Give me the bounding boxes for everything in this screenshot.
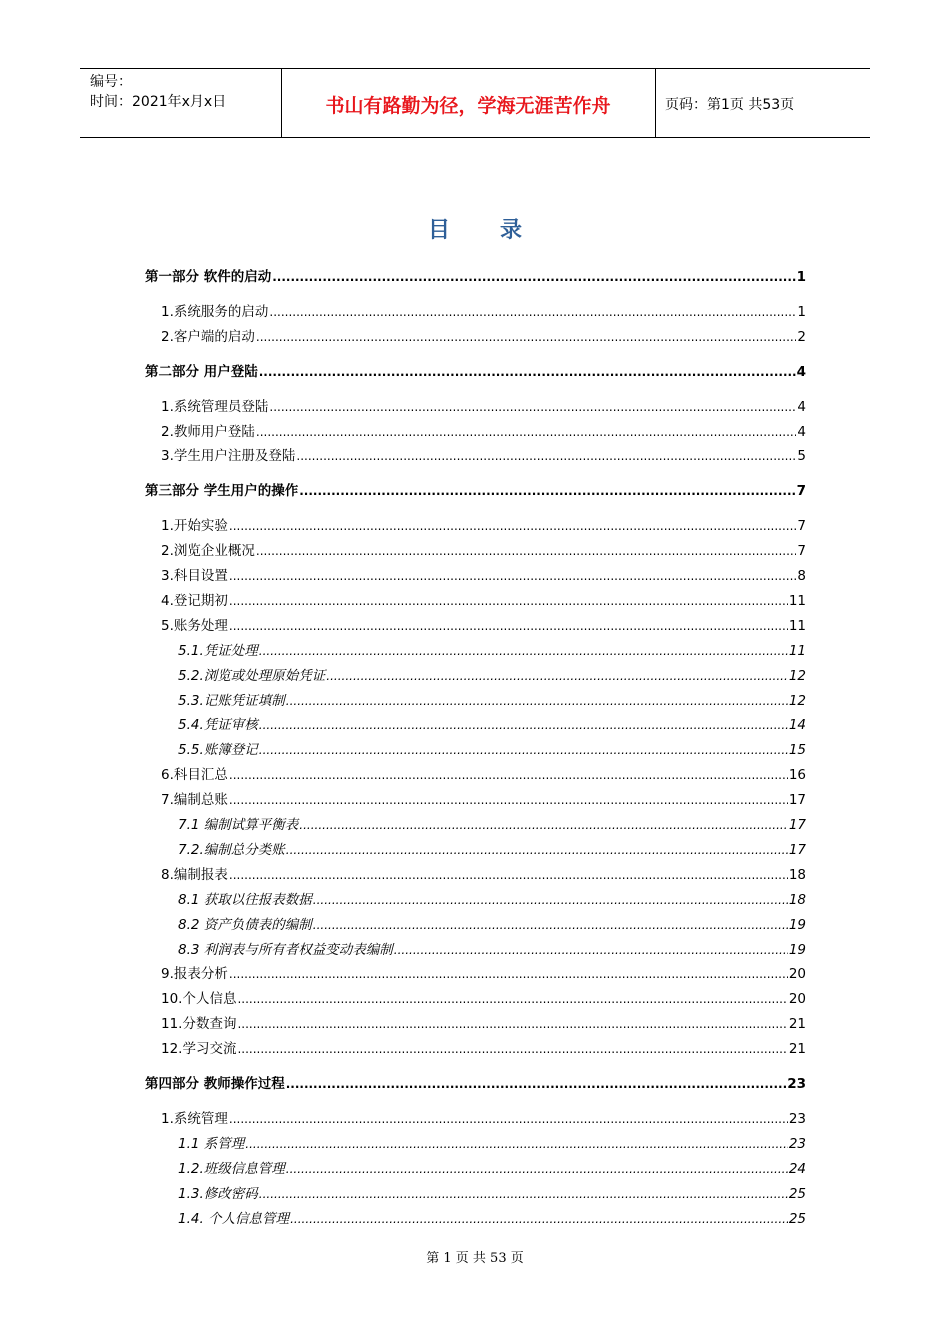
toc-entry-page-number: 14	[788, 717, 806, 734]
toc-dot-leader	[313, 916, 788, 934]
page-footer: 第 1 页 共 53 页	[426, 1251, 524, 1266]
toc-entry-page-number: 24	[788, 1160, 806, 1177]
toc-entry-page-number: 8	[797, 568, 806, 584]
toc-entry[interactable]	[145, 268, 806, 286]
toc-entry-page-number: 19	[788, 916, 806, 933]
toc-entry-label: 8.1 获取以往报表数据	[178, 891, 312, 908]
toc-entry-page-number: 25	[788, 1210, 806, 1227]
toc-entry[interactable]	[161, 567, 806, 585]
toc-entry[interactable]	[161, 423, 806, 441]
toc-dot-leader	[229, 617, 788, 635]
toc-entry-page-number: 11	[788, 592, 806, 609]
toc-dot-leader	[269, 303, 796, 321]
toc-entry[interactable]	[161, 447, 806, 465]
toc-entry-page-number: 1	[797, 303, 806, 320]
toc-entry[interactable]	[178, 642, 806, 660]
toc-entry[interactable]	[161, 990, 806, 1008]
toc-dot-leader	[237, 1015, 787, 1033]
toc-entry[interactable]	[161, 1040, 806, 1058]
toc-dot-leader	[245, 1135, 788, 1153]
toc-dot-leader	[299, 816, 788, 834]
toc-dot-leader	[299, 482, 795, 500]
toc-dot-leader	[286, 1075, 787, 1093]
header-info-cell	[80, 69, 282, 137]
toc-entry[interactable]	[161, 542, 806, 560]
header-page-cell	[655, 69, 870, 137]
toc-dot-leader	[229, 567, 797, 585]
toc-entry-page-number: 18	[788, 866, 806, 883]
toc-entry[interactable]	[178, 716, 806, 734]
toc-dot-leader	[259, 716, 788, 734]
document-time-label: 时间：2021年x月x日	[90, 94, 227, 110]
toc-entry-label: 5.1.凭证处理	[178, 642, 258, 659]
toc-dot-leader	[259, 642, 788, 660]
toc-dot-leader	[256, 542, 797, 560]
toc-entry-page-number: 12	[788, 692, 806, 709]
toc-entry[interactable]	[178, 1135, 806, 1153]
toc-entry-page-number: 1	[796, 269, 806, 285]
toc-entry-label: 第三部分 学生用户的操作	[145, 483, 299, 500]
toc-entry-label: 7.2.编制总分类账	[178, 841, 285, 858]
toc-entry-label: 12.学习交流	[161, 1041, 237, 1058]
toc-entry-label: 1.开始实验	[161, 518, 228, 535]
toc-entry-page-number: 11	[788, 642, 806, 659]
toc-title: 目录	[427, 218, 572, 243]
toc-entry-label: 1.系统管理	[161, 1110, 228, 1127]
toc-entry-label: 7.1 编制试算平衡表	[178, 817, 299, 833]
toc-dot-leader	[286, 1160, 788, 1178]
toc-entry-page-number: 17	[788, 792, 806, 809]
toc-entry-page-number: 17	[788, 841, 806, 858]
toc-entry-label: 1.系统服务的启动	[161, 303, 269, 320]
toc-entry-page-number: 4	[796, 363, 806, 380]
toc-entry-page-number: 17	[788, 817, 806, 833]
toc-entry-page-number: 20	[788, 991, 806, 1008]
toc-entry[interactable]	[145, 363, 806, 381]
toc-entry[interactable]	[178, 667, 806, 685]
toc-entry-page-number: 4	[797, 398, 806, 415]
toc-entry-page-number: 15	[788, 742, 806, 759]
toc-entry[interactable]	[178, 692, 806, 710]
toc-dot-leader	[259, 363, 796, 381]
toc-entry-page-number: 18	[788, 891, 806, 908]
toc-entry-page-number: 7	[796, 483, 806, 500]
toc-entry[interactable]	[178, 816, 806, 834]
toc-dot-leader	[229, 965, 788, 983]
toc-dot-leader	[272, 268, 795, 286]
toc-entry[interactable]	[178, 741, 806, 759]
toc-entry-label: 8.3 利润表与所有者权益变动表编制	[178, 941, 393, 958]
toc-entry-label: 8.编制报表	[161, 866, 228, 883]
toc-entry-label: 第二部分 用户登陆	[145, 363, 258, 380]
toc-dot-leader	[296, 447, 796, 465]
toc-entry-label: 2.客户端的启动	[161, 328, 255, 345]
toc-entry-page-number: 4	[797, 423, 806, 440]
toc-entry[interactable]	[145, 482, 806, 500]
toc-entry-page-number: 21	[788, 1041, 806, 1058]
toc-dot-leader	[259, 1185, 788, 1203]
toc-dot-leader	[290, 1210, 788, 1228]
toc-entry[interactable]	[161, 1110, 806, 1128]
toc-entry-page-number: 7	[797, 518, 806, 535]
toc-entry[interactable]	[178, 1210, 806, 1228]
toc-entry-label: 第四部分 教师操作过程	[145, 1076, 285, 1092]
toc-entry-label: 9.报表分析	[161, 966, 228, 983]
toc-dot-leader	[229, 766, 788, 784]
toc-entry-label: 11.分数查询	[161, 1016, 237, 1033]
toc-dot-leader	[256, 328, 797, 346]
header-motto: 书山有路勤为径，学海无涯苦作舟	[325, 95, 611, 117]
toc-entry[interactable]	[161, 517, 806, 535]
toc-entry-label: 5.账务处理	[161, 617, 228, 634]
toc-entry-page-number: 19	[788, 941, 806, 958]
toc-dot-leader	[237, 1040, 787, 1058]
toc-entry-label: 5.2.浏览或处理原始凭证	[178, 667, 326, 684]
toc-entry-label: 5.4.凭证审核	[178, 717, 258, 734]
toc-entry[interactable]	[178, 841, 806, 859]
toc-dot-leader	[229, 866, 788, 884]
toc-dot-leader	[313, 891, 788, 909]
toc-entry-label: 2.教师用户登陆	[161, 423, 255, 440]
toc-dot-leader	[326, 667, 788, 685]
toc-entry-label: 1.系统管理员登陆	[161, 398, 269, 415]
toc-entry-page-number: 20	[788, 966, 806, 983]
toc-dot-leader	[229, 791, 788, 809]
toc-entry-label: 1.1 系管理	[178, 1135, 245, 1152]
toc-entry[interactable]	[161, 766, 806, 784]
toc-entry[interactable]	[178, 916, 806, 934]
toc-entry[interactable]	[161, 866, 806, 884]
toc-entry[interactable]	[178, 891, 806, 909]
toc-entry-page-number: 7	[797, 543, 806, 560]
toc-entry-label: 3.学生用户注册及登陆	[161, 448, 296, 465]
toc-entry[interactable]	[145, 1075, 806, 1093]
toc-entry[interactable]	[161, 617, 806, 635]
toc-entry-page-number: 11	[788, 617, 806, 634]
toc-entry-page-number: 25	[788, 1185, 806, 1202]
toc-entry-label: 3.科目设置	[161, 568, 228, 584]
toc-entry-page-number: 5	[797, 448, 806, 465]
toc-dot-leader	[269, 398, 796, 416]
toc-dot-leader	[259, 741, 788, 759]
toc-entry[interactable]	[161, 303, 806, 321]
page-header	[80, 68, 870, 138]
toc-entry[interactable]	[161, 592, 806, 610]
header-page-label: 页码：第1页 共53页	[665, 97, 795, 113]
toc-entry-page-number: 12	[788, 667, 806, 684]
toc-dot-leader	[229, 592, 788, 610]
toc-entry[interactable]	[161, 1015, 806, 1033]
header-motto-cell	[281, 69, 656, 137]
toc-entry-label: 7.编制总账	[161, 792, 228, 809]
toc-entry[interactable]	[161, 965, 806, 983]
toc-entry-page-number: 23	[788, 1110, 806, 1127]
toc-entry[interactable]	[161, 791, 806, 809]
toc-entry-label: 6.科目汇总	[161, 767, 228, 784]
toc-dot-leader	[237, 990, 787, 1008]
toc-entry-page-number: 21	[788, 1016, 806, 1033]
toc-dot-leader	[286, 841, 788, 859]
toc-entry-label: 第一部分 软件的启动	[145, 269, 272, 285]
toc-entry[interactable]	[161, 398, 806, 416]
toc-entry-page-number: 16	[788, 767, 806, 784]
toc-entry-label: 5.3.记账凭证填制	[178, 692, 285, 709]
toc-entry-label: 1.2.班级信息管理	[178, 1160, 285, 1177]
toc-entry[interactable]	[178, 941, 806, 959]
toc-entry-label: 1.3.修改密码	[178, 1185, 258, 1202]
toc-dot-leader	[256, 423, 797, 441]
toc-dot-leader	[286, 692, 788, 710]
toc-dot-leader	[229, 517, 797, 535]
toc-entry-label: 8.2 资产负债表的编制	[178, 916, 312, 933]
toc-entry-label: 1.4. 个人信息管理	[178, 1210, 290, 1227]
toc-entry-label: 2.浏览企业概况	[161, 543, 255, 560]
toc-dot-leader	[394, 941, 788, 959]
toc-entry-label: 5.5.账簿登记	[178, 742, 258, 759]
toc-entry[interactable]	[178, 1160, 806, 1178]
toc-entry[interactable]	[178, 1185, 806, 1203]
toc-entry-page-number: 2	[797, 328, 806, 345]
toc-entry-label: 10.个人信息	[161, 991, 237, 1008]
toc-entry-page-number: 23	[787, 1076, 806, 1092]
toc-entry-label: 4.登记期初	[161, 592, 228, 609]
toc-dot-leader	[229, 1110, 788, 1128]
document-number-label: 编号：	[90, 74, 132, 90]
toc-entry[interactable]	[161, 328, 806, 346]
toc-entry-page-number: 23	[788, 1135, 806, 1152]
